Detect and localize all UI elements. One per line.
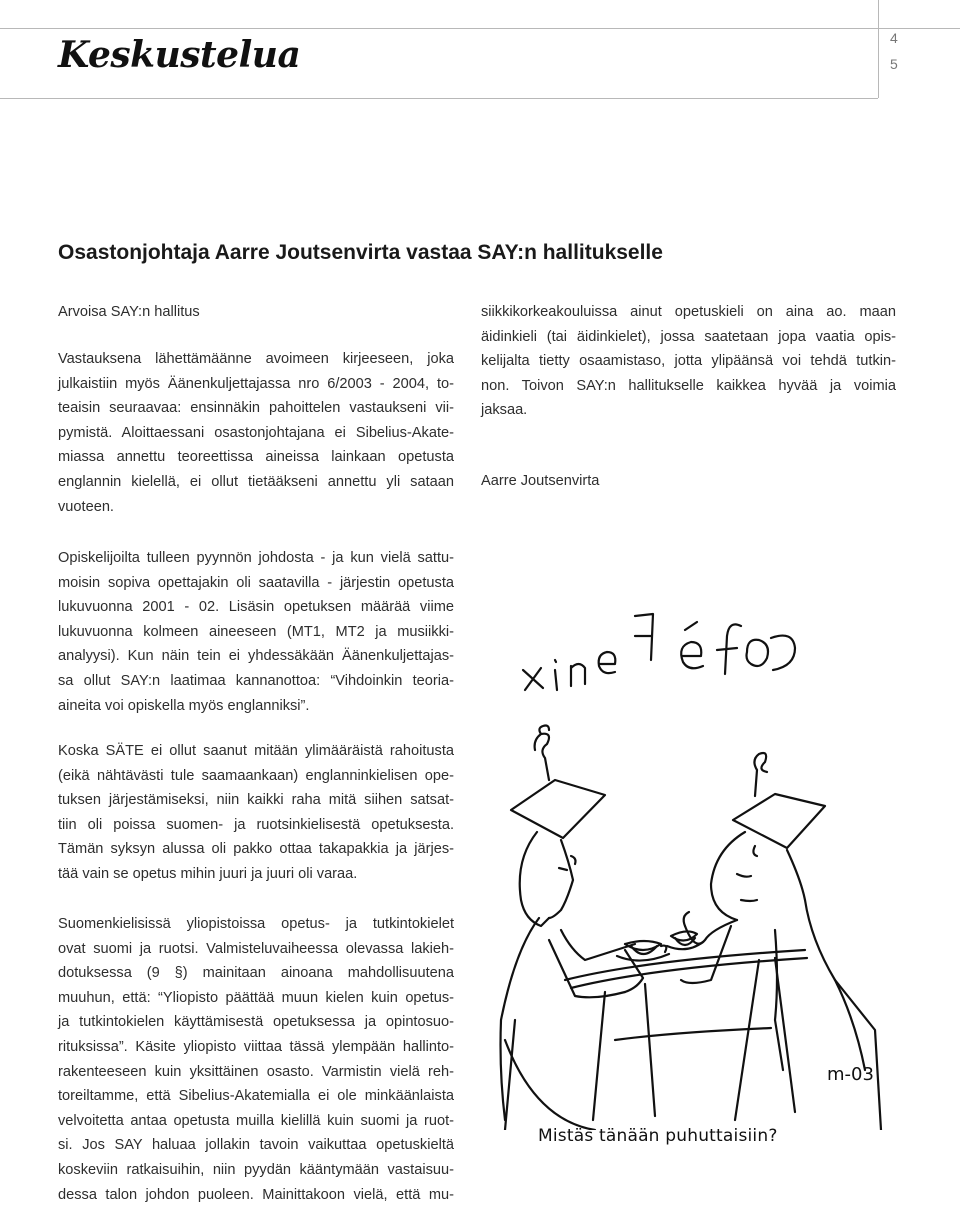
text-line: Suomenkielisissä yliopistoissa opetus- ja tutkintokielet bbox=[58, 916, 454, 932]
text-line: dessa talon johdon puoleen. Mainittakoon vielä, että mu- bbox=[58, 1186, 454, 1203]
illustration-caption: Mistäs tänään puhuttaisiin? bbox=[538, 1126, 778, 1146]
paragraph-2 bbox=[58, 546, 454, 718]
text-line: sa ollut SAY:n laatimaa kannanottoa: “Vihdoinkin teoria- bbox=[58, 672, 454, 689]
paper-hat bbox=[511, 780, 605, 838]
text-line: ovat suomi ja ruotsi. Valmisteluvaiheessa olevassa lakieh- bbox=[58, 940, 454, 957]
text-line: toreiltamme, että Sibelius-Akatemialla ei ole minkäänlaista bbox=[58, 1088, 454, 1105]
cafe-illustration bbox=[475, 600, 945, 1130]
text-line: lukuvuonna 2001 - 02. Lisäsin opetuksen määrää viime bbox=[58, 599, 454, 616]
sign-stroke bbox=[747, 640, 769, 666]
text-line: analyysi). Kun näin tein ei yhdessäkään Äänenkuljettajas- bbox=[58, 648, 454, 665]
text-line: ja tutkintokielen käyttämisestä opetuksessa ja opintosuo- bbox=[58, 1014, 454, 1031]
text-line: julkaistiin myös Äänenkuljettajassa nro 6/2003 - 2004, to- bbox=[58, 375, 454, 392]
sign-stroke bbox=[717, 624, 741, 674]
left-person bbox=[501, 726, 644, 1131]
header-divider bbox=[878, 0, 879, 98]
sign-stroke bbox=[681, 642, 703, 668]
text-line: tiin oli poissa suomen- ja ruotsinkielisestä opetuksesta. bbox=[58, 816, 454, 833]
text-line: jaksaa. bbox=[481, 402, 528, 419]
text-line: Tämän syksyn alussa oli pakko ottaa takapakkia ja järjes- bbox=[58, 841, 454, 858]
text-line: lukuvuonna kolmeen aineeseen (MT1, MT2 ja musiikki- bbox=[58, 623, 454, 640]
article-title: Osastonjohtaja Aarre Joutsenvirta vastaa SAY:n hallitukselle bbox=[58, 241, 663, 264]
window-sign bbox=[523, 614, 795, 690]
header-bottom-rule bbox=[0, 98, 878, 99]
text-line: koskeviin ratkaisuihin, niin pyydän kääntymään vastaisuu- bbox=[58, 1161, 454, 1178]
sign-stroke bbox=[555, 660, 557, 690]
signature-text: Aarre Joutsenvirta bbox=[481, 473, 600, 489]
text-line: (eikä nähtävästi tule saamaankaan) englanninkielisen ope- bbox=[58, 767, 454, 784]
table bbox=[565, 950, 807, 1120]
text-line: velvoitetta antaa opetusta muilla kielillä kuin suomi ja ruot- bbox=[58, 1112, 454, 1129]
text-line: Vastauksena lähettämäänne avoimeen kirjeeseen, joka bbox=[58, 351, 454, 367]
header-right-rule bbox=[878, 28, 960, 29]
text-line: rituksissa”. Käsite yliopisto viittaa tässä ylempään hallinto- bbox=[58, 1038, 454, 1055]
text-line: kelijalta tietty osaamistaso, jotta ylipäänsä voi tehdä tutkin- bbox=[481, 353, 896, 370]
salutation-text: Arvoisa SAY:n hallitus bbox=[58, 304, 200, 320]
sign-stroke bbox=[523, 668, 543, 690]
page-number-left: 4 bbox=[890, 30, 898, 46]
text-line: moisin sopiva opettajakin oli saatavilla - järjestin opetusta bbox=[58, 574, 454, 591]
header-top-rule bbox=[0, 28, 878, 29]
paragraph-3 bbox=[58, 739, 454, 887]
text-line: si. Jos SAY haluaa jollakin tavoin vaikuttaa opetuskieltä bbox=[58, 1137, 454, 1154]
text-line: muuhun, että: “Yliopisto päättää muun kielen kuin opetus- bbox=[58, 989, 454, 1006]
sign-stroke bbox=[771, 636, 795, 670]
sign-stroke bbox=[685, 622, 697, 630]
sign-stroke bbox=[599, 652, 616, 673]
text-line: teaisin seuraavaa: ensinnäkin pahoittelen vastaukseni vii- bbox=[58, 400, 454, 417]
text-line: pymistä. Aloittaessani osastonjohtajana ei Sibelius-Akate- bbox=[58, 424, 454, 441]
signature bbox=[481, 469, 599, 494]
text-line: tää vain se opetus mihin juuri ja juuri oli varaa. bbox=[58, 865, 358, 882]
text-line: non. Toivon SAY:n hallitukselle kaikkea hyvää ja voimia bbox=[481, 377, 896, 394]
sign-stroke bbox=[635, 614, 653, 660]
paragraph-1 bbox=[58, 347, 454, 519]
text-line: aineita voi opiskella myös englanniksi”. bbox=[58, 697, 310, 714]
text-line: miassa annettu teoreettissa aineissa lainkaan opetusta bbox=[58, 449, 454, 466]
text-line: Koska SÄTE ei ollut saanut mitään ylimääräistä rahoitusta bbox=[58, 743, 454, 759]
text-line: äidinkieli (tai äidinkielet), jossa saatetaan jopa vaatia opis- bbox=[481, 328, 896, 345]
text-line: englannin kielellä, ei ollut tietääkseni annettu yli sataan bbox=[58, 473, 454, 490]
section-title: Keskustelua bbox=[58, 34, 301, 76]
paper-hat bbox=[733, 794, 825, 848]
paragraph-4 bbox=[58, 912, 454, 1207]
text-line: Opiskelijoilta tulleen pyynnön johdosta - ja kun vielä sattu- bbox=[58, 550, 454, 566]
sign-stroke bbox=[571, 664, 585, 686]
paragraph-5 bbox=[481, 300, 896, 423]
page-number-right: 5 bbox=[890, 56, 898, 72]
text-line: siikkikorkeakouluissa ainut opetuskieli on aina ao. maan bbox=[481, 304, 896, 320]
salutation bbox=[58, 300, 200, 325]
text-line: vuoteen. bbox=[58, 498, 114, 515]
text-line: rakenteeseen kuin yksittäinen osasto. Varmistin vielä reh- bbox=[58, 1063, 454, 1080]
text-line: dotuksessa (9 §) mainitaan ainoana mahdollisuutena bbox=[58, 965, 454, 982]
text-line: tuksen järjestämiseksi, niin kaikki raha mitä siihen satsat- bbox=[58, 792, 454, 809]
artist-mark: m-03 bbox=[827, 1064, 874, 1085]
